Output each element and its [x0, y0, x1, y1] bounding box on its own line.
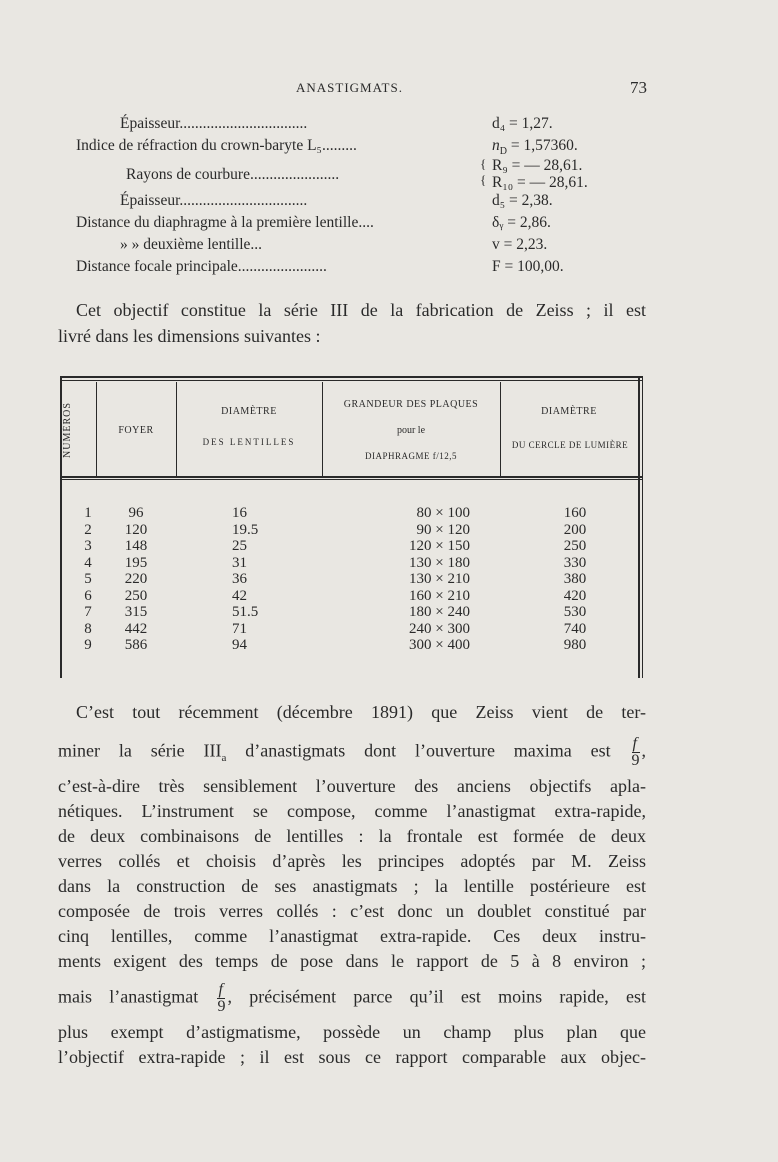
- body-line-2-text-b: d’anastigmats dont l’ouverture maxima est: [226, 740, 611, 761]
- table-top-rule: [60, 376, 642, 378]
- col-divider-3: [322, 382, 323, 478]
- cell-diametre-lentilles: 71: [232, 620, 247, 637]
- cell-diametre-cercle: 330: [563, 554, 587, 571]
- column-plaques: [350, 505, 470, 654]
- cell-numero: 6: [84, 587, 92, 604]
- cell-numero: 1: [84, 505, 92, 521]
- cell-plaque: 80 × 100: [416, 505, 470, 521]
- cell-numero: 8: [84, 620, 92, 637]
- header-diam-lentilles-1: DIAMÈTRE: [221, 406, 277, 417]
- fraction-f-over-9: [632, 736, 640, 769]
- header-plaques-1: GRANDEUR DES PLAQUES: [343, 399, 479, 410]
- body-line-3: c’est-à-dire très sensiblement l’ouverture des anciens objectifs apla-: [58, 776, 646, 796]
- intro-line-1: Cet objectif constitue la série III de la fabrication de Zeiss ; il est: [76, 300, 646, 320]
- cell-diametre-lentilles: 94: [232, 637, 247, 653]
- cell-plaque: 160 × 210: [409, 587, 470, 604]
- cell-foyer: 195: [124, 554, 148, 571]
- spec-value-d4: d₄ = 1,27.: [492, 115, 553, 132]
- cell-foyer: 96: [128, 505, 144, 521]
- brace-top: {: [480, 156, 487, 171]
- cell-diametre-cercle: 380: [563, 571, 587, 587]
- cell-foyer: 442: [124, 620, 148, 637]
- fraction-numerator: f: [217, 982, 225, 999]
- cell-plaque: 130 × 180: [409, 554, 470, 571]
- body-line-2-subscript: a: [221, 752, 227, 765]
- header-cercle-2: DU CERCLE DE LUMIÈRE: [511, 440, 629, 450]
- spec-value-nd: $n_D = 1,57360$.: [492, 137, 578, 158]
- fraction-denominator: 9: [217, 998, 226, 1015]
- spec-value-delta: δᵧ = 2,86.: [492, 214, 551, 231]
- spec-label-focale: Distance focale principale.......................: [76, 258, 327, 275]
- body-line-9: cinq lentilles, comme l’anastigmat extra-rapide. Ces deux instru-: [58, 926, 646, 946]
- header-plaques-3: DIAPHRAGME f/12,5: [364, 451, 457, 461]
- header-foyer: FOYER: [118, 425, 154, 436]
- spec-value-r10: R₁₀ = — 28,61.: [492, 174, 588, 191]
- cell-diametre-lentilles: 36: [232, 571, 247, 587]
- cell-plaque: 300 × 400: [409, 637, 470, 653]
- cell-diametre-cercle: 250: [563, 538, 587, 554]
- body-line-13: l’objectif extra-rapide ; il est sous ce rapport comparable aux objec-: [58, 1047, 646, 1067]
- spec-label-distance-diaphragme: Distance du diaphragme à la première lentille....: [76, 214, 374, 231]
- spec-label-epaisseur-2: Épaisseur.................................: [120, 192, 308, 209]
- cell-diametre-lentilles: 16: [232, 505, 247, 521]
- body-line-10: ments exigent des temps de pose dans le rapport de 5 à 8 environ ;: [58, 951, 646, 971]
- table-right-rule-2: [642, 376, 643, 678]
- cell-diametre-lentilles: 25: [232, 538, 247, 554]
- cell-plaque: 130 × 210: [409, 571, 470, 587]
- body-line-2-comma: ,: [641, 740, 647, 761]
- cell-plaque: 240 × 300: [409, 620, 470, 637]
- body-line-11-text-a: mais l’anastigmat: [58, 986, 199, 1007]
- column-numeros: [76, 505, 100, 654]
- spec-value-f: F = 100,00.: [492, 258, 564, 275]
- cell-diametre-lentilles: 31: [232, 554, 247, 571]
- cell-numero: 2: [84, 521, 92, 538]
- cell-plaque: 180 × 240: [409, 604, 470, 620]
- body-line-5: de deux combinaisons de lentilles : la frontale est formée de deux: [58, 826, 646, 846]
- cell-diametre-cercle: 420: [563, 587, 587, 604]
- cell-numero: 9: [84, 637, 92, 653]
- cell-plaque: 90 × 120: [416, 521, 470, 538]
- col-divider-4: [500, 382, 501, 478]
- fraction-numerator: f: [632, 736, 640, 753]
- cell-foyer: 315: [124, 604, 148, 620]
- body-line-7: dans la construction de ses anastigmats ; la lentille postérieure est: [58, 876, 646, 896]
- column-diametre-cercle: [545, 505, 605, 654]
- fraction-f-over-9-inline: [217, 982, 225, 1015]
- body-line-11-text-b: , précisément parce qu’il est moins rapide, est: [227, 986, 647, 1007]
- body-line-12: plus exempt d’astigmatisme, possède un champ plus plan que: [58, 1022, 646, 1042]
- cell-foyer: 250: [124, 587, 148, 604]
- running-header: ANASTIGMATS.: [296, 80, 403, 95]
- body-line-11: [58, 982, 646, 1015]
- spec-label-deuxieme: » » deuxième lentille...: [120, 236, 263, 253]
- spec-value-v: v = 2,23.: [492, 236, 548, 253]
- body-line-1: C’est tout récemment (décembre 1891) que Zeiss vient de ter-: [76, 702, 646, 722]
- cell-numero: 4: [84, 554, 92, 571]
- col-divider-1: [96, 382, 97, 478]
- table-top-rule-2: [60, 380, 642, 381]
- intro-line-2: livré dans les dimensions suivantes :: [58, 326, 321, 346]
- cell-diametre-lentilles: 42: [232, 587, 247, 604]
- header-numeros: NUMÉROS: [62, 402, 73, 458]
- cell-foyer: 148: [124, 538, 148, 554]
- header-plaques-2: pour le: [396, 425, 426, 436]
- column-foyer: [116, 505, 156, 654]
- body-line-8: composée de trois verres collés : c’est donc un doublet constitué par: [58, 901, 646, 921]
- col-divider-2: [176, 382, 177, 478]
- cell-numero: 7: [84, 604, 92, 620]
- page-number: 73: [630, 78, 647, 97]
- cell-diametre-cercle: 530: [563, 604, 587, 620]
- body-line-2-text-a: miner la série III: [58, 740, 222, 761]
- header-cercle-1: DIAMÈTRE: [541, 406, 597, 417]
- cell-diametre-cercle: 740: [563, 620, 587, 637]
- cell-foyer: 120: [124, 521, 148, 538]
- table-header-rule: [60, 476, 642, 478]
- cell-diametre-cercle: 200: [563, 521, 587, 538]
- cell-diametre-cercle: 980: [563, 637, 587, 653]
- cell-foyer: 586: [124, 637, 148, 653]
- spec-label-indice: Indice de réfraction du crown-baryte L₅.........: [76, 137, 357, 154]
- body-line-4: nétiques. L’instrument se compose, comme l’anastigmat extra-rapide,: [58, 801, 646, 821]
- body-line-2: [58, 736, 646, 769]
- spec-value-d5: d₅ = 2,38.: [492, 192, 553, 209]
- brace-bottom: {: [480, 172, 487, 187]
- column-diametre-lentilles: [232, 505, 272, 654]
- cell-diametre-cercle: 160: [563, 505, 587, 521]
- cell-diametre-lentilles: 51.5: [232, 604, 259, 620]
- spec-label-epaisseur-1: Épaisseur.................................: [120, 115, 308, 132]
- cell-foyer: 220: [124, 571, 148, 587]
- cell-numero: 3: [84, 538, 92, 554]
- body-left-inner: [60, 480, 61, 678]
- spec-value-r9: R₉ = — 28,61.: [492, 157, 583, 174]
- header-diam-lentilles-2: DES LENTILLES: [202, 437, 296, 447]
- table-header-rule-2: [60, 479, 642, 480]
- cell-plaque: 120 × 150: [409, 538, 470, 554]
- spec-label-rayons: Rayons de courbure.......................: [126, 166, 340, 183]
- cell-numero: 5: [84, 571, 92, 587]
- table-right-rule: [638, 376, 640, 678]
- cell-diametre-lentilles: 19.5: [232, 521, 259, 538]
- body-line-6: verres collés et choisis d’après les principes adoptés par M. Zeiss: [58, 851, 646, 871]
- fraction-denominator: 9: [631, 752, 640, 769]
